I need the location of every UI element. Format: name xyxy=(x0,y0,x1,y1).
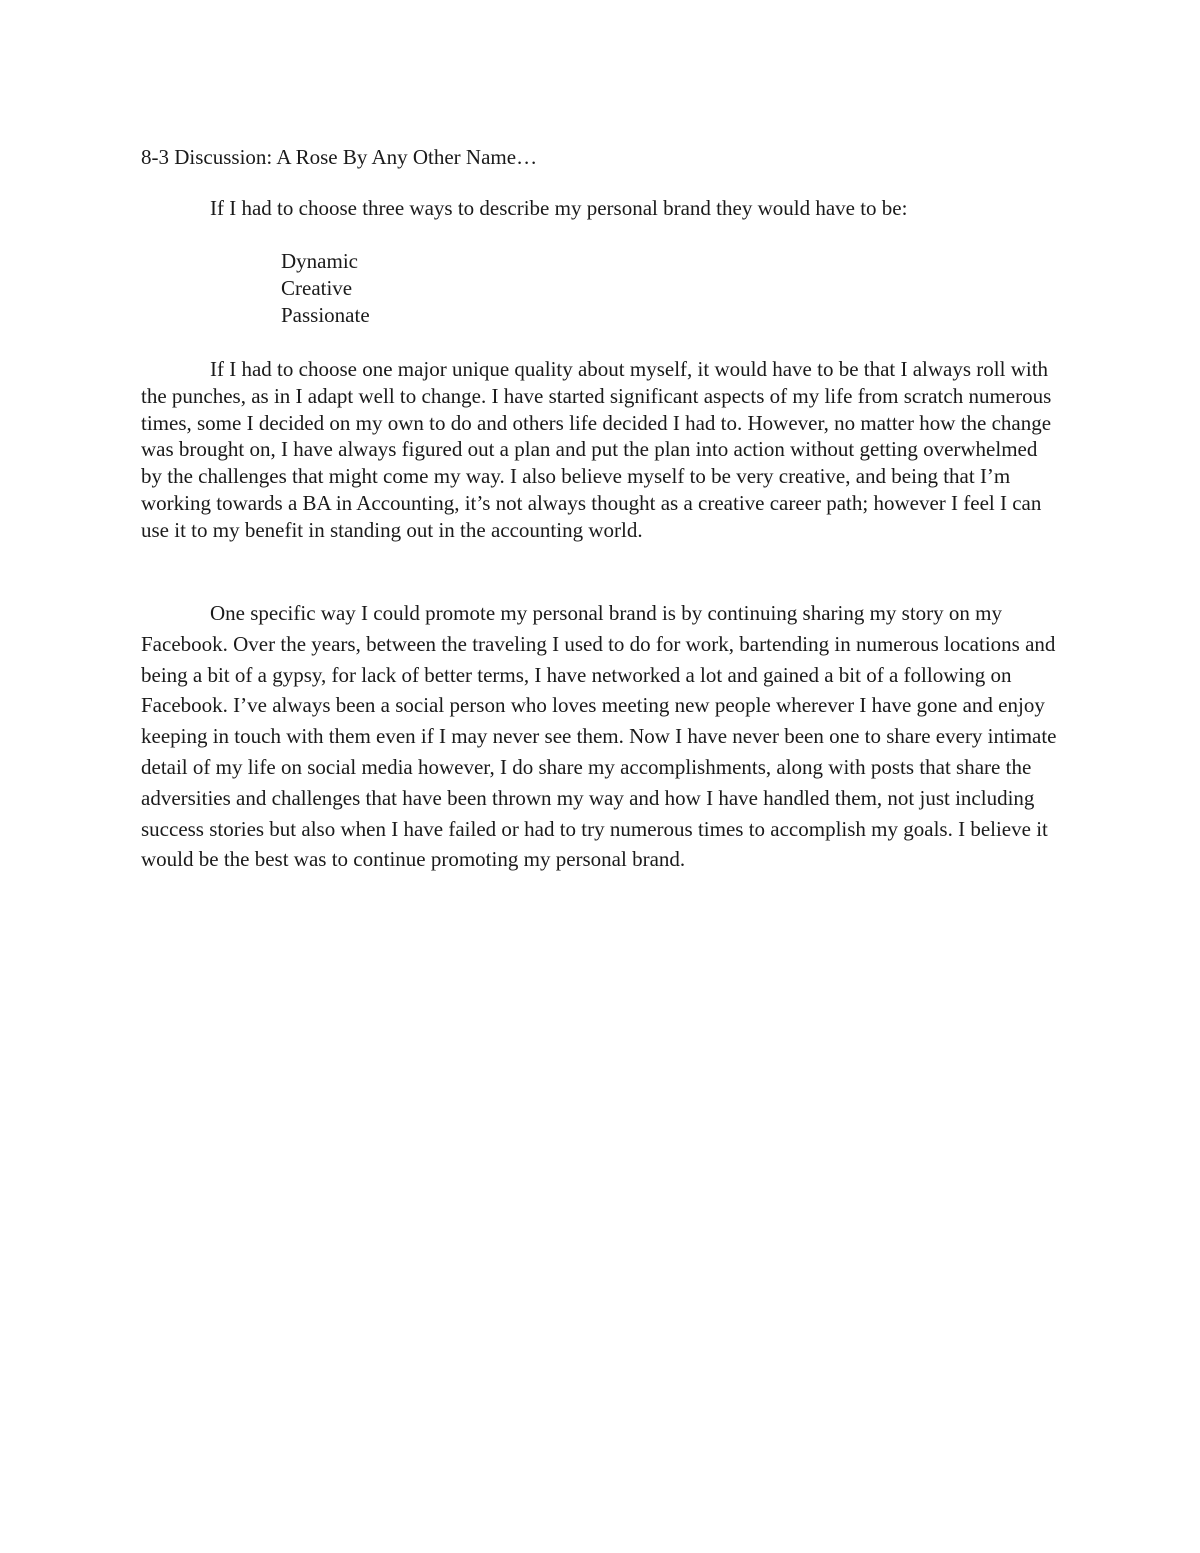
body-paragraph-promotion: One specific way I could promote my personal brand is by continuing sharing my story on my Facebook. Over the years, between the traveling I used to do for work, bartending in numerous locations and being a bit of a gypsy, for lack of better terms, I have networked a lot and gained a bit of a following on Facebook. I’ve always been a social person who loves meeting new people wherever I have gone and enjoy keeping in touch with them even if I may never see them. Now I have never been one to share every intimate detail of my life on social media however, I do share my accomplishments, along with posts that share the adversities and challenges that have been thrown my way and how I have handled them, not just including success stories but also when I have failed or had to try numerous times to accomplish my goals. I believe it would be the best was to continue promoting my personal brand. xyxy=(141,601,1057,872)
trait-item: Dynamic xyxy=(281,249,358,273)
trait-list xyxy=(281,248,370,328)
intro-line: If I had to choose three ways to describe my personal brand they would have to be: xyxy=(210,196,908,220)
trait-item: Passionate xyxy=(281,302,370,327)
body-paragraph-unique-quality: If I had to choose one major unique quality about myself, it would have to be that I always roll with the punches, as in I adapt well to change. I have started significant aspects of my life from scratch numerous times, some I decided on my own to do and others life decided I had to. However, no matter how the change was brought on, I have always figured out a plan and put the plan into action without getting overwhelmed by the challenges that might come my way. I also believe myself to be very creative, and being that I’m working towards a BA in Accounting, it’s not always thought as a creative career path; however I feel I can use it to my benefit in standing out in the accounting world. xyxy=(141,357,1052,542)
trait-item: Creative xyxy=(281,275,353,300)
document-heading: 8-3 Discussion: A Rose By Any Other Name… xyxy=(141,145,538,169)
